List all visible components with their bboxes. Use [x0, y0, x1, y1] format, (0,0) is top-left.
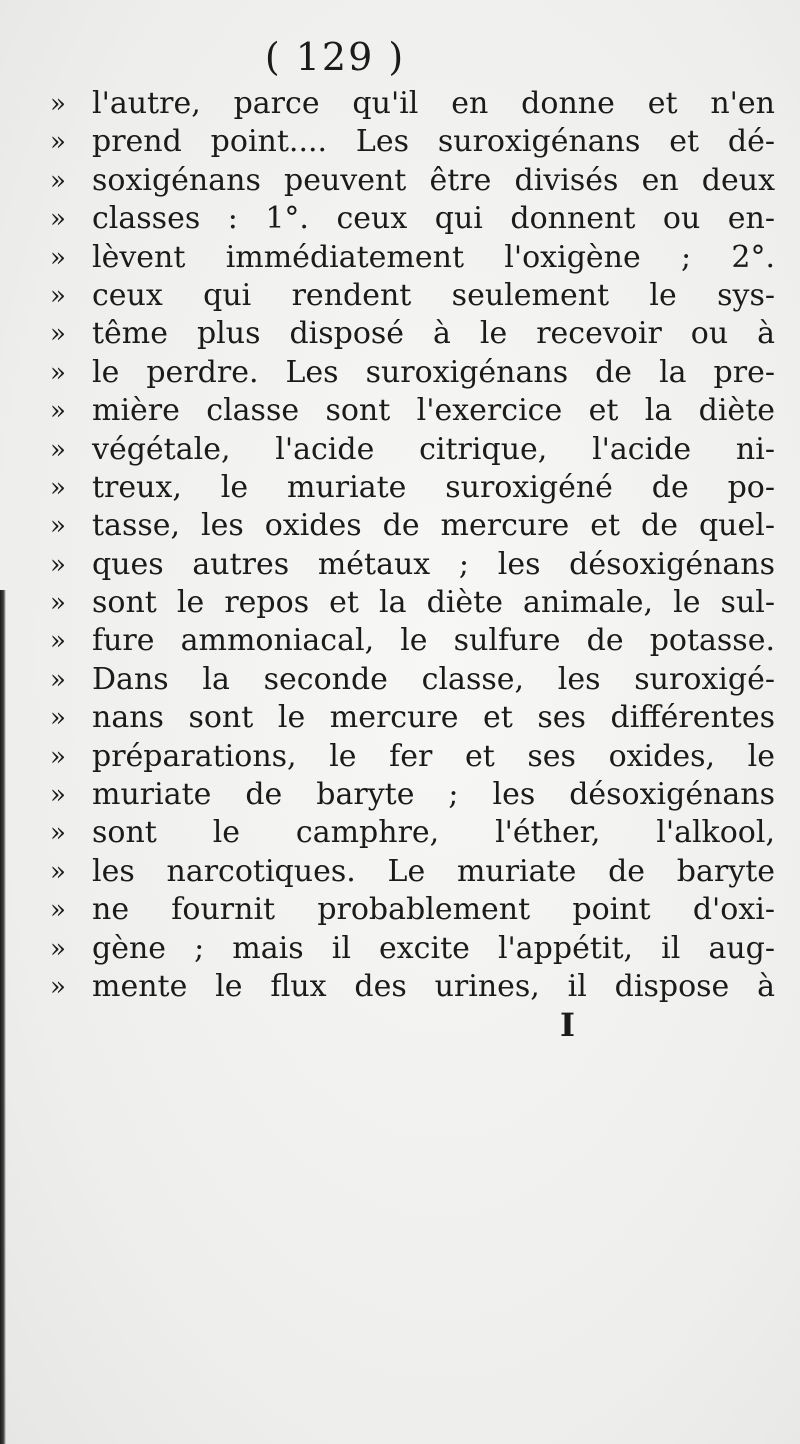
quote-mark: »	[50, 588, 66, 619]
text-line	[50, 738, 775, 776]
text-line	[50, 277, 775, 315]
catchword: I	[560, 1006, 575, 1044]
text-line	[50, 546, 775, 584]
quote-mark: »	[50, 818, 66, 849]
quote-mark: »	[50, 357, 66, 388]
line-text: tême plus disposé à le recevoir ou à	[92, 316, 775, 352]
line-text: gène ; mais il excite l'appétit, il aug-	[92, 930, 775, 966]
quote-mark: »	[50, 626, 66, 657]
line-text: nans sont le mercure et ses différentes	[92, 700, 775, 736]
line-text: ne fournit probablement point d'oxi-	[92, 892, 775, 928]
quote-mark: »	[50, 396, 66, 427]
quote-mark: »	[50, 280, 66, 311]
line-text: l'autre, parce qu'il en donne et n'en	[92, 86, 775, 121]
text-line	[50, 814, 775, 852]
text-line	[50, 239, 775, 277]
line-text: les narcotiques. Le muriate de baryte	[92, 853, 775, 889]
text-line	[50, 507, 775, 545]
text-line	[50, 584, 775, 622]
body-text	[50, 85, 775, 1006]
quote-mark: »	[50, 741, 66, 772]
text-line	[50, 776, 775, 814]
quote-mark: »	[50, 971, 66, 1002]
quote-mark: »	[50, 895, 66, 926]
quote-mark: »	[50, 472, 66, 503]
quote-mark: »	[50, 89, 66, 119]
line-text: classes : 1°. ceux qui donnent ou en-	[92, 201, 775, 237]
line-text: ceux qui rendent seulement le sys-	[92, 277, 775, 313]
quote-mark: »	[50, 856, 66, 887]
text-line	[50, 354, 775, 392]
line-text: ques autres métaux ; les désoxigénans	[92, 546, 775, 582]
text-line	[50, 469, 775, 507]
quote-mark: »	[50, 127, 66, 158]
line-text: sont le repos et la diète animale, le sul-	[92, 585, 775, 621]
quote-mark: »	[50, 511, 66, 542]
line-text: mente le flux des urines, il dispose à	[92, 968, 775, 1004]
quote-mark: »	[50, 242, 66, 273]
text-line	[50, 392, 775, 430]
text-line	[50, 968, 775, 1006]
line-text: lèvent immédiatement l'oxigène ; 2°.	[92, 239, 775, 275]
line-text: Dans la seconde classe, les suroxigé-	[92, 661, 775, 697]
quote-mark: »	[50, 204, 66, 235]
text-line	[50, 315, 775, 353]
quote-mark: »	[50, 780, 66, 811]
quote-mark: »	[50, 664, 66, 695]
text-line	[50, 622, 775, 660]
quote-mark: »	[50, 933, 66, 964]
text-line	[50, 891, 775, 929]
line-text: mière classe sont l'exercice et la diète	[92, 393, 775, 429]
page-number: ( 129 )	[264, 35, 406, 79]
line-text: muriate de baryte ; les désoxigénans	[92, 777, 775, 813]
binding-edge	[0, 590, 6, 1444]
quote-mark: »	[50, 703, 66, 734]
line-text: préparations, le fer et ses oxides, le	[92, 738, 775, 774]
quote-mark: »	[50, 319, 66, 350]
quote-mark: »	[50, 165, 66, 196]
text-line	[50, 123, 775, 161]
line-text: prend point.... Les suroxigénans et dé-	[92, 124, 775, 160]
line-text: sont le camphre, l'éther, l'alkool,	[92, 815, 775, 851]
text-line	[50, 200, 775, 238]
quote-mark: »	[50, 549, 66, 580]
line-text: fure ammoniacal, le sulfure de potasse.	[92, 623, 775, 659]
line-text: soxigénans peuvent être divisés en deux	[92, 162, 775, 198]
line-text: treux, le muriate suroxigéné de po-	[92, 469, 775, 505]
text-line	[50, 431, 775, 469]
line-text: le perdre. Les suroxigénans de la pre-	[92, 354, 775, 390]
text-line	[50, 699, 775, 737]
line-text: végétale, l'acide citrique, l'acide ni-	[92, 431, 775, 467]
text-line	[50, 85, 775, 123]
quote-mark: »	[50, 434, 66, 465]
text-line	[50, 661, 775, 699]
text-line	[50, 162, 775, 200]
text-line	[50, 853, 775, 891]
line-text: tasse, les oxides de mercure et de quel-	[92, 508, 775, 544]
text-line	[50, 930, 775, 968]
